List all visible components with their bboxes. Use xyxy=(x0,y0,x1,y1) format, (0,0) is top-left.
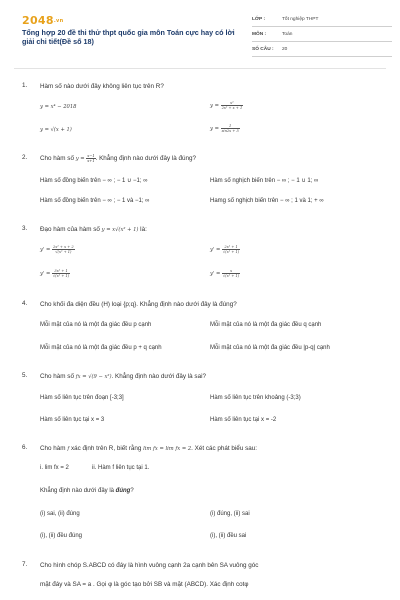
answer-option-d[interactable]: (i), (ii) đều sai xyxy=(210,533,247,539)
answer-option-c[interactable]: y' = $\frac{\text{3x² + 1}}{\text{√(x² + 1)}}$ xyxy=(40,269,70,278)
page-header xyxy=(22,14,382,62)
question-number: 7. xyxy=(22,561,28,568)
answer-option-c[interactable]: Hàm số đồng biến trên − ∞ ; − 1 và −1; ∞ xyxy=(40,198,150,204)
answer-option-b[interactable]: Mỗi mặt của nó là một đa giác đều q cạnh xyxy=(210,322,322,328)
answer-option-a[interactable]: Hàm số liên tục trên đoạn [-3;3] xyxy=(40,395,124,401)
meta-label: SỐ CÂU : xyxy=(252,47,274,52)
meta-row-count xyxy=(252,44,392,57)
meta-value: 20 xyxy=(282,47,288,52)
meta-row-subject xyxy=(252,29,392,42)
statement-ii: ii. Hàm f liên tục tại 1. xyxy=(92,465,150,471)
question-number: 4. xyxy=(22,300,28,307)
question-number: 2. xyxy=(22,154,28,161)
question-prompt: Khẳng định nào dưới đây là đúng? xyxy=(40,488,134,494)
answer-option-d[interactable]: Hamg số nghịch biến trên − ∞ ; 1 và 1; + ∞ xyxy=(210,198,324,204)
answer-option-c[interactable]: Hàm số liên tục tại x = 3 xyxy=(40,417,105,423)
question-text: Cho hàm số y = $\frac{x-1}{x+1}$ . Khẳng định nào dưới đây là đúng? xyxy=(40,154,197,163)
page-title: Tổng hợp 20 đề thi thử thpt quốc gia môn Toán cực hay có lời giải chi tiết(Đề số 18) xyxy=(22,28,235,46)
answer-option-b[interactable]: y = $\frac{\text{x²}}{\text{2x² + x + 1}}$ xyxy=(210,101,243,110)
question-text: Đạo hàm của hàm số y = x√(x² + 1) là: xyxy=(40,226,147,233)
answer-option-b[interactable]: y' = $\frac{\text{2x² + 1}}{\text{√(x² + 1)}}$ xyxy=(210,245,240,254)
question-text: Cho hàm f xác định trên R, biết rằng lim fx = lim fx = 2. Xét các phát biểu sau: xyxy=(40,445,257,452)
header-divider xyxy=(14,68,386,69)
meta-panel xyxy=(252,14,392,59)
question-number: 5. xyxy=(22,372,28,379)
site-logo[interactable]: 2048.vn xyxy=(22,14,64,27)
meta-label: MÔN : xyxy=(252,32,267,37)
meta-label: LỚP : xyxy=(252,17,266,22)
question-text: Cho khối đa diện đều (H) loại {p;q}. Khẳng định nào dưới đây là đúng? xyxy=(40,301,237,308)
question-number: 3. xyxy=(22,225,28,232)
answer-option-c[interactable]: Mỗi mặt của nó là một đa giác đều p + q cạnh xyxy=(40,345,162,351)
question-text: Cho hình chóp S.ABCD có đáy là hình vuông cạnh 2a cạnh bên SA vuông góc xyxy=(40,562,259,569)
answer-option-c[interactable]: (i), (ii) đều đúng xyxy=(40,533,83,539)
meta-value: Toán xyxy=(282,32,293,37)
answer-option-c[interactable]: y = √(x + 1) xyxy=(40,127,72,133)
question-text: Hàm số nào dưới đây không liên tục trên R? xyxy=(40,83,164,90)
meta-value: Tốt nghiệp THPT xyxy=(282,17,319,22)
answer-option-d[interactable]: Mỗi mặt của nó là một đa giác đều |p-q| cạnh xyxy=(210,345,330,351)
question-number: 1. xyxy=(22,82,28,89)
statement-i: i. lim fx = 2 xyxy=(40,465,69,471)
answer-option-a[interactable]: Hàm số đồng biến trên − ∞ ; − 1 ∪ −1; ∞ xyxy=(40,178,148,184)
question-number: 6. xyxy=(22,444,28,451)
answer-option-b[interactable]: Hàm số liên tục trên khoảng (-3;3) xyxy=(210,395,301,401)
answer-option-a[interactable]: y' = $\frac{\text{2x² + x + 2}}{\text{√(x² + 1)}}$ xyxy=(40,245,74,254)
question-text: Cho hàm số fx = √(9 − x²). Khẳng định nào dưới đây là sai? xyxy=(40,373,206,380)
answer-option-b[interactable]: Hàm số nghịch biến trên − ∞ ; − 1 ∪ 1; ∞ xyxy=(210,178,319,184)
answer-option-d[interactable]: Hàm số liên tục tại x = -2 xyxy=(210,417,277,423)
answer-option-a[interactable]: y = x⁴ − 2018 xyxy=(40,104,77,110)
meta-row-class xyxy=(252,14,392,27)
answer-option-a[interactable]: Mỗi mặt của nó là một đa giác đều p cạnh xyxy=(40,322,152,328)
answer-option-d[interactable]: y = $\frac{1}{\sin 2x + 5}$ xyxy=(210,124,239,133)
answer-option-d[interactable]: y' = $\frac{x}{\text{√(x² + 1)}}$ xyxy=(210,269,240,278)
question-text: mặt đáy và SA = a . Gọi φ là góc tạo bởi SB và mặt (ABCD). Xác định cotφ xyxy=(40,581,249,588)
answer-option-a[interactable]: (i) sai, (ii) đúng xyxy=(40,511,80,517)
answer-option-b[interactable]: (i) đúng, (ii) sai xyxy=(210,511,250,517)
